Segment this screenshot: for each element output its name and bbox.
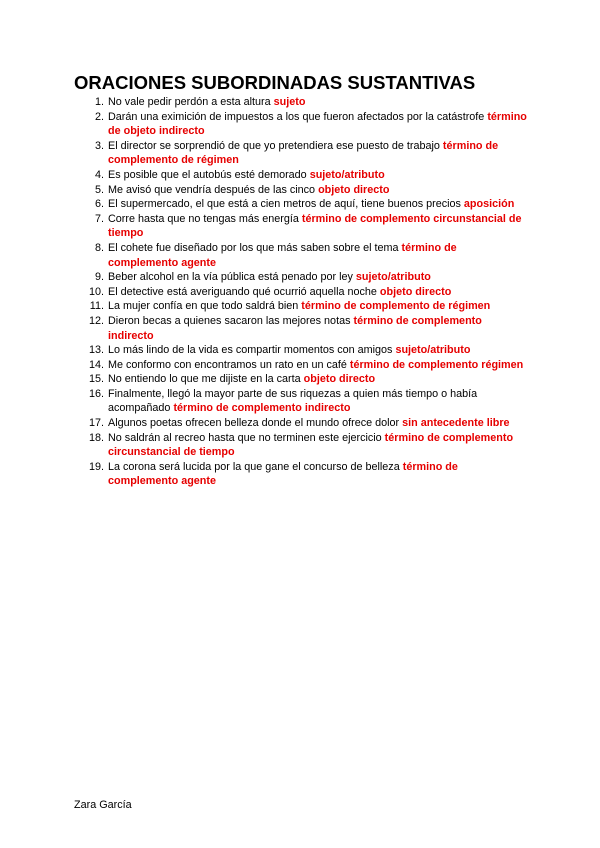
item-number: 3. (94, 139, 104, 152)
item-number: 15. (88, 373, 104, 386)
item-sentence: La mujer confía en que todo saldrá bien (108, 300, 299, 313)
item-number: 9. (94, 271, 104, 284)
list-item (78, 372, 528, 387)
item-sentence: El cohete fue diseñado por los que más saben sobre el tema (108, 241, 399, 254)
item-answer: término de complemento circunstancial de tiempo (108, 431, 514, 459)
list-item (78, 431, 528, 460)
item-answer: sujeto/atributo (355, 271, 431, 284)
item-sentence: La corona será lucida por la que gane el concurso de belleza (108, 460, 400, 473)
item-sentence: Beber alcohol en la vía pública está penado por ley (108, 271, 353, 284)
item-answer: sin antecedente libre (402, 417, 510, 430)
item-sentence: No vale pedir perdón a esta altura (108, 96, 271, 108)
item-sentence: El detective está averiguando qué ocurrió aquella noche (108, 285, 377, 298)
item-number: 13. (88, 344, 104, 357)
item-answer: término de complemento indirecto (108, 314, 482, 342)
item-number: 5. (94, 183, 104, 196)
item-answer: sujeto/atributo (309, 168, 385, 181)
item-sentence: Algunos poetas ofrecen belleza donde el mundo ofrece dolor (108, 417, 400, 430)
list-item (78, 110, 528, 139)
item-sentence: El supermercado, el que está a cien metros de aquí, tiene buenos precios (108, 198, 461, 211)
item-number: 2. (94, 110, 104, 123)
list-item (78, 285, 528, 300)
list-item (78, 314, 528, 343)
item-number: 1. (94, 96, 104, 108)
item-sentence: Es posible que el autobús esté demorado (108, 168, 307, 181)
page-title: ORACIONES SUBORDINADAS SUSTANTIVAS (74, 72, 476, 93)
list-item (78, 168, 528, 183)
list-item (78, 387, 528, 416)
item-answer: objeto directo (379, 285, 452, 298)
item-number: 17. (88, 417, 104, 430)
item-sentence: Me conformo con encontramos un rato en un café (108, 358, 347, 371)
item-number: 11. (89, 300, 104, 313)
item-answer: término de complemento régimen (349, 358, 524, 371)
list-item (78, 212, 528, 241)
item-number: 14. (88, 358, 104, 371)
item-answer: sujeto (273, 96, 306, 108)
item-answer: término de complemento indirecto (173, 402, 351, 415)
list-item (78, 139, 528, 168)
list-item (78, 197, 528, 212)
exercise-list (78, 95, 528, 489)
list-item (78, 299, 528, 314)
item-answer: objeto directo (303, 373, 376, 386)
item-sentence: Corre hasta que no tengas más energía (108, 212, 299, 225)
item-number: 7. (94, 212, 104, 225)
item-answer: término de complemento de régimen (108, 139, 499, 167)
list-item (78, 241, 528, 270)
item-number: 12. (88, 314, 104, 327)
item-sentence: Darán una eximición de impuestos a los que fueron afectados por la catástrofe (108, 110, 485, 123)
item-number: 16. (88, 387, 104, 400)
item-answer: término de complemento agente (108, 460, 458, 488)
item-answer: objeto directo (318, 183, 390, 196)
item-sentence: El director se sorprendió de que yo pretendiera ese puesto de trabajo (108, 139, 440, 152)
item-sentence: No entiendo lo que me dijiste en la carta (108, 373, 301, 386)
list-item (78, 460, 528, 489)
item-sentence: Dieron becas a quienes sacaron las mejores notas (108, 314, 351, 327)
item-sentence: Finalmente, llegó la mayor parte de sus riquezas a quien más tiempo o había acompañado (108, 387, 478, 415)
item-sentence: Me avisó que vendría después de las cinco (108, 183, 316, 196)
item-number: 19. (88, 460, 104, 473)
item-number: 10. (88, 285, 104, 298)
list-item (78, 270, 528, 285)
item-answer: término de complemento de régimen (301, 300, 491, 313)
item-answer: sujeto/atributo (395, 344, 471, 357)
item-sentence: No saldrán al recreo hasta que no terminen este ejercicio (108, 431, 382, 444)
item-number: 18. (88, 431, 104, 444)
list-item (78, 95, 528, 110)
item-answer: término de objeto indirecto (108, 110, 527, 138)
list-item (78, 358, 528, 373)
item-number: 8. (94, 241, 104, 254)
list-item (78, 183, 528, 198)
item-answer: aposición (463, 198, 515, 211)
item-number: 4. (94, 168, 104, 181)
list-item (78, 343, 528, 358)
item-number: 6. (94, 198, 104, 211)
author-name: Zara García (74, 799, 132, 811)
item-answer: término de complemento agente (108, 241, 457, 269)
item-answer: término de complemento circunstancial de tiempo (108, 212, 522, 240)
list-item (78, 416, 528, 431)
item-sentence: Lo más lindo de la vida es compartir momentos con amigos (108, 344, 393, 357)
